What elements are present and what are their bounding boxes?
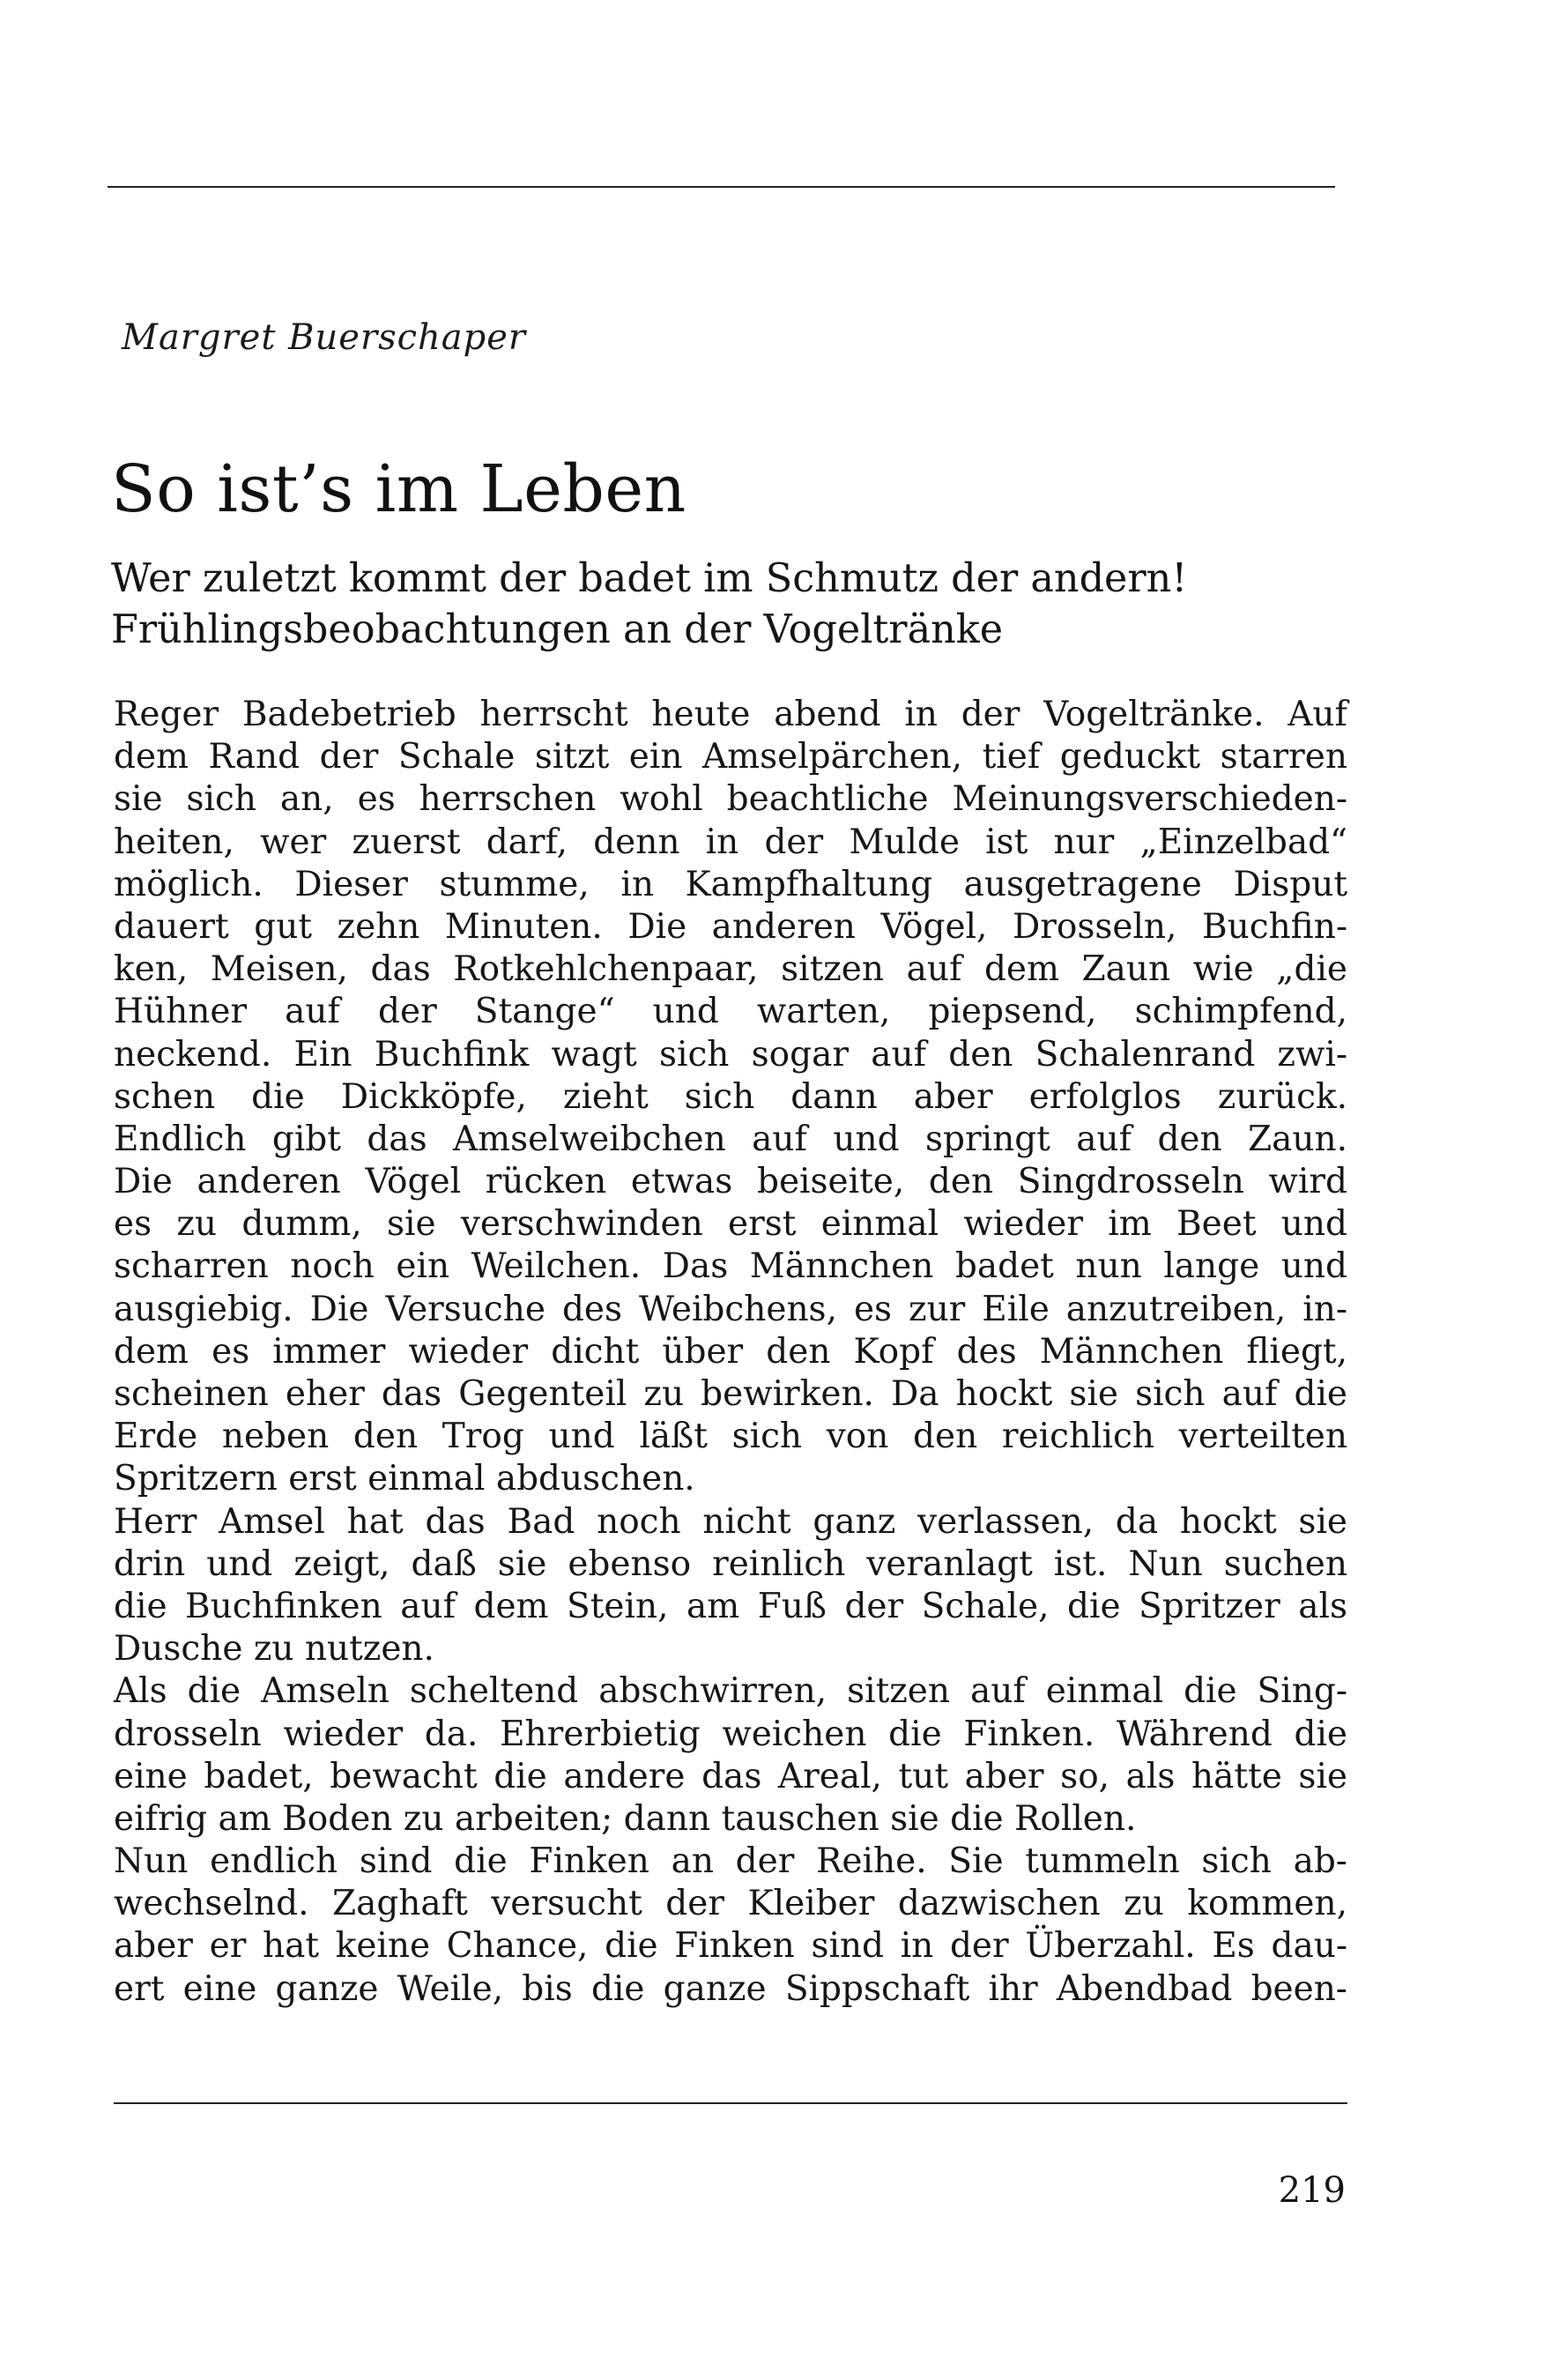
body-line: eine badet, bewacht die andere das Areal, tut aber so, als hätte sie <box>114 1756 1347 1796</box>
body-line: drosseln wieder da. Ehrerbietig weichen die Finken. Während die <box>114 1714 1347 1754</box>
subtitle-line: Wer zuletzt kommt der badet im Schmutz der andern! <box>111 556 1188 601</box>
body-line: Endlich gibt das Amselweibchen auf und springt auf den Zaun. <box>114 1119 1347 1159</box>
body-line: aber er hat keine Chance, die Finken sind in der Überzahl. Es dau- <box>114 1926 1347 1967</box>
article-title: So ist’s im Leben <box>111 451 686 527</box>
body-line: eifrig am Boden zu arbeiten; dann tauschen sie die Rollen. <box>114 1798 1137 1839</box>
body-line: es zu dumm, sie verschwinden erst einmal wieder im Beet und <box>114 1204 1347 1245</box>
body-line: Nun endlich sind die Finken an der Reihe. Sie tummeln sich ab- <box>114 1841 1347 1882</box>
body-line: Dusche zu nutzen. <box>114 1629 434 1670</box>
body-line: Herr Amsel hat das Bad noch nicht ganz verlassen, da hockt sie <box>114 1501 1347 1542</box>
body-line: ausgiebig. Die Versuche des Weibchens, es zur Eile anzutreiben, in- <box>114 1289 1347 1329</box>
body-line: Erde neben den Trog und läßt sich von den reichlich verteilten <box>114 1417 1347 1457</box>
bottom-rule <box>114 2102 1347 2104</box>
body-line: die Buchfinken auf dem Stein, am Fuß der Schale, die Spritzer als <box>114 1586 1347 1626</box>
body-line: heiten, wer zuerst darf, denn in der Mulde ist nur „Einzelbad“ <box>114 822 1347 862</box>
author-name: Margret Buerschaper <box>122 317 526 358</box>
body-line: wechselnd. Zaghaft versucht der Kleiber dazwischen zu kommen, <box>114 1884 1347 1924</box>
article-subtitle <box>111 554 1345 656</box>
body-line: drin und zeigt, daß sie ebenso reinlich veranlagt ist. Nun suchen <box>114 1543 1347 1584</box>
body-line: möglich. Dieser stumme, in Kampfhaltung ausgetragene Disput <box>114 864 1347 904</box>
top-rule <box>108 186 1335 188</box>
article-body <box>114 694 1347 2011</box>
body-line: dauert gut zehn Minuten. Die anderen Vögel, Drosseln, Buchfin- <box>114 906 1347 947</box>
body-line: Spritzern erst einmal abduschen. <box>114 1459 695 1499</box>
body-line: schen die Dickköpfe, zieht sich dann aber erfolglos zurück. <box>114 1076 1347 1117</box>
body-line: ken, Meisen, das Rotkehlchenpaar, sitzen auf dem Zaun wie „die <box>114 949 1347 990</box>
body-line: ert eine ganze Weile, bis die ganze Sippschaft ihr Abendbad been- <box>114 1968 1347 2009</box>
body-line: neckend. Ein Buchfink wagt sich sogar auf den Schalenrand zwi- <box>114 1034 1347 1075</box>
page-number: 219 <box>1278 2170 1346 2211</box>
body-line: sie sich an, es herrschen wohl beachtliche Meinungsverschieden- <box>114 779 1347 820</box>
body-line: Reger Badebetrieb herrscht heute abend in der Vogeltränke. Auf <box>114 695 1347 734</box>
body-line: scheinen eher das Gegenteil zu bewirken. Da hockt sie sich auf die <box>114 1374 1347 1414</box>
body-line: Als die Amseln scheltend abschwirren, sitzen auf einmal die Sing- <box>114 1671 1347 1712</box>
body-line: dem Rand der Schale sitzt ein Amselpärchen, tief geduckt starren <box>114 737 1347 777</box>
body-line: Hühner auf der Stange“ und warten, piepsend, schimpfend, <box>114 992 1347 1032</box>
subtitle-line: Frühlingsbeobachtungen an der Vogeltränke <box>111 607 1004 652</box>
body-line: scharren noch ein Weilchen. Das Männchen badet nun lange und <box>114 1246 1347 1287</box>
body-line: Die anderen Vögel rücken etwas beiseite, den Singdrosseln wird <box>114 1162 1347 1202</box>
body-line: dem es immer wieder dicht über den Kopf des Männchen fliegt, <box>114 1331 1347 1372</box>
